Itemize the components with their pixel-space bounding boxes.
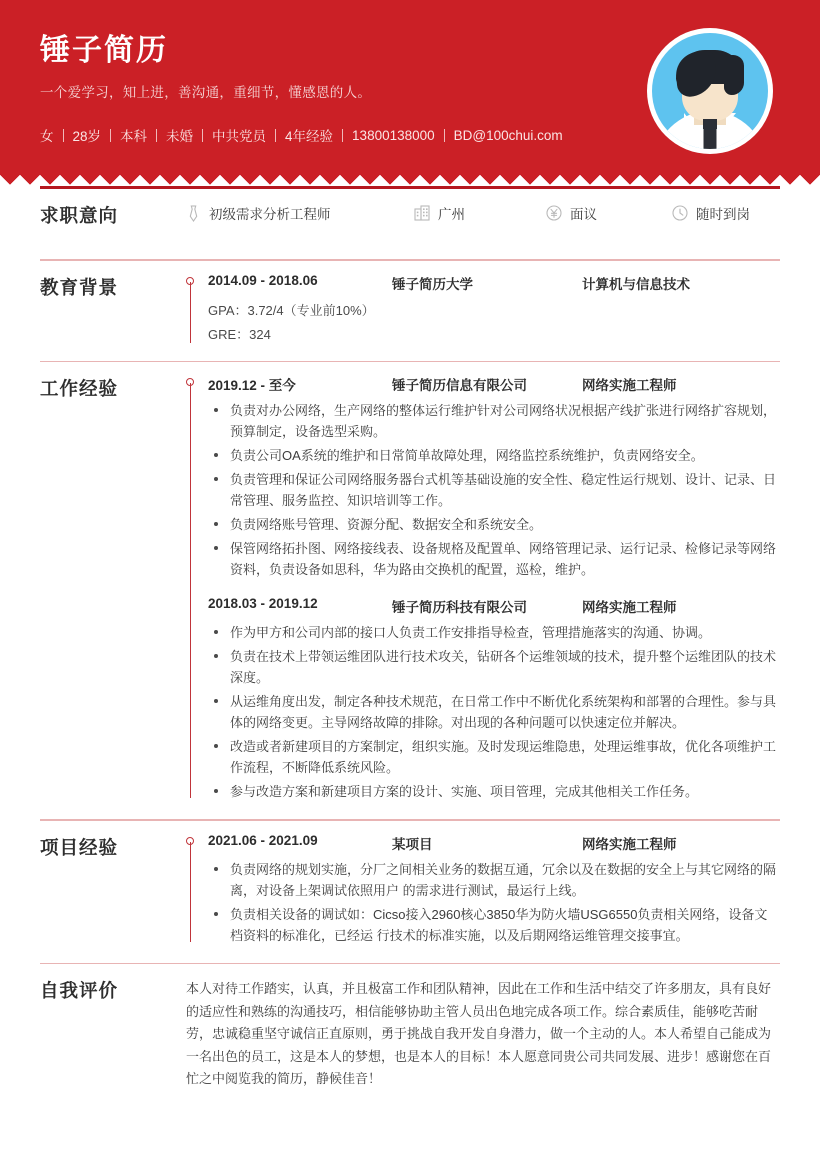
clock-icon bbox=[672, 205, 688, 221]
work-entry-list bbox=[208, 374, 780, 802]
section-label-education: 教育背景 bbox=[40, 276, 119, 298]
intent-city bbox=[414, 203, 546, 223]
resume-header bbox=[0, 0, 820, 186]
meta-separator bbox=[444, 129, 445, 142]
entry-date: 2014.09 - 2018.06 bbox=[208, 272, 318, 288]
education-entry bbox=[208, 273, 780, 347]
experience-entry bbox=[208, 596, 780, 802]
entry-bullet: 改造或者新建项目的方案制定，组织实施。及时发现运维隐患，处理运维事故，优化各项维护工作流程，不断降低系统风险。 bbox=[212, 736, 780, 778]
entry-bullet: 负责对办公网络，生产网络的整体运行维护针对公司网络状况根据产线扩张进行网络扩容规划，预算制定，设备选型采购。 bbox=[212, 400, 780, 442]
intent-city-value: 广州 bbox=[438, 207, 465, 222]
timeline-line bbox=[190, 282, 191, 343]
intent-row bbox=[186, 189, 780, 245]
intent-position-value: 初级需求分析工程师 bbox=[209, 207, 331, 222]
entry-bullet: 从运维角度出发，制定各种技术规范，在日常工作中不断优化系统架构和部署的合理性。参与具体的网络变更。主导网络故障的排除。对出现的各种问题可以快速定位并解决。 bbox=[212, 691, 780, 733]
entry-bullet: 负责在技术上带领运维团队进行技术攻关，钻研各个运维领域的技术，提升整个运维团队的技术深度。 bbox=[212, 646, 780, 688]
intent-availability bbox=[672, 203, 750, 223]
meta-separator bbox=[202, 129, 203, 142]
avatar-illustration bbox=[652, 33, 768, 149]
education-timeline bbox=[186, 273, 780, 347]
work-timeline bbox=[186, 374, 780, 802]
entry-organization: 锤子简历科技有限公司 bbox=[392, 600, 527, 615]
header-meta-item: 28岁 bbox=[72, 129, 102, 144]
section-self-evaluation bbox=[40, 964, 780, 1123]
header-meta-item: 13800138000 bbox=[352, 127, 435, 143]
entry-header bbox=[208, 596, 780, 616]
project-timeline bbox=[186, 833, 780, 946]
header-meta-item: 女 bbox=[40, 129, 54, 144]
section-label-evaluation: 自我评价 bbox=[40, 980, 119, 1001]
education-detail-gre: GRE：324 bbox=[208, 326, 271, 342]
tie-icon bbox=[186, 205, 201, 222]
meta-separator bbox=[275, 129, 276, 142]
section-job-intent bbox=[40, 189, 780, 259]
entry-bullet: 参与改造方案和新建项目方案的设计、实施、项目管理，完成其他相关工作任务。 bbox=[212, 781, 780, 802]
entry-bullet: 作为甲方和公司内部的接口人负责工作安排指导检查，管理措施落实的沟通、协调。 bbox=[212, 622, 780, 643]
entry-header bbox=[208, 374, 780, 394]
section-education bbox=[40, 261, 780, 361]
header-meta-item: 中共党员 bbox=[212, 129, 267, 144]
experience-entry bbox=[208, 374, 780, 580]
education-detail-gpa: GPA：3.72/4（专业前10%） bbox=[208, 302, 375, 318]
meta-separator bbox=[342, 129, 343, 142]
avatar-hair-side bbox=[724, 55, 744, 95]
resume-body bbox=[0, 186, 820, 1123]
entry-bullet: 负责公司OA系统的维护和日常简单故障处理，网络监控系统维护，负责网络安全。 bbox=[212, 445, 780, 466]
section-project-experience bbox=[40, 821, 780, 963]
avatar-tie bbox=[704, 128, 717, 149]
experience-entry bbox=[208, 833, 780, 946]
entry-date: 2019.12 - 至今 bbox=[208, 378, 296, 393]
entry-bullet: 负责相关设备的调试如：Cicso接入2960核心3850华为防火墙USG6550负责相关网络，设备文档资料的标准化，已经运 行技术的标准实施，以及后期网络运维管理交接事宜。 bbox=[212, 904, 780, 946]
header-meta-item: 未婚 bbox=[166, 129, 194, 144]
entry-bullet-list bbox=[212, 400, 780, 580]
entry-header bbox=[208, 273, 780, 293]
entry-organization: 锤子简历大学 bbox=[392, 276, 473, 292]
intent-salary bbox=[546, 203, 672, 223]
meta-separator bbox=[110, 129, 111, 142]
entry-role: 网络实施工程师 bbox=[582, 600, 677, 615]
timeline-line bbox=[190, 842, 191, 942]
entry-bullet: 负责管理和保证公司网络服务器台式机等基础设施的安全性、稳定性运行规划、设计、记录、日常管理、服务监控、知识培训等工作。 bbox=[212, 469, 780, 511]
entry-date: 2018.03 - 2019.12 bbox=[208, 596, 318, 611]
entry-role: 网络实施工程师 bbox=[582, 378, 677, 393]
entry-role: 计算机与信息技术 bbox=[582, 276, 690, 292]
meta-separator bbox=[63, 129, 64, 142]
entry-bullet: 负责网络的规划实施，分厂之间相关业务的数据互通，冗余以及在数据的安全上与其它网络的隔离，对设备上架调试依照用户 的需求进行测试，最运行上线。 bbox=[212, 859, 780, 901]
intent-salary-value: 面议 bbox=[570, 207, 597, 222]
entry-bullet: 负责网络账号管理、资源分配、数据安全和系统安全。 bbox=[212, 514, 780, 535]
avatar bbox=[647, 28, 773, 154]
evaluation-text: 本人对待工作踏实，认真，并且极富工作和团队精神，因此在工作和生活中结交了许多朋友，具有良好的适应性和熟练的沟通技巧，相信能够协助主管人员出色地完成各项工作。综合素质佳，能够吃苦耐劳，忠诚稳重坚守诚信正直原则，勇于挑战自我开发自身潜力，做一个主动的人。本人希望自己能成为一名出色的员工，这是本人的梦想，也是本人的目标！本人愿意同贵公司共同发展、进步！感谢您在百忙之中阅览我的简历，静候佳音！ bbox=[186, 981, 772, 1086]
project-entry-list bbox=[208, 833, 780, 946]
section-label-intent: 求职意向 bbox=[40, 205, 119, 226]
page-title: 锤子简历 bbox=[40, 34, 168, 67]
yen-icon bbox=[546, 205, 562, 221]
entry-bullet: 保管网络拓扑图、网络接线表、设备规格及配置单、网络管理记录、运行记录、检修记录等网络资料，负责设备如思科，华为路由交换机的配置，巡检，维护。 bbox=[212, 538, 780, 580]
entry-date: 2021.06 - 2021.09 bbox=[208, 832, 318, 848]
entry-organization: 锤子简历信息有限公司 bbox=[392, 378, 527, 393]
entry-role: 网络实施工程师 bbox=[582, 836, 677, 852]
building-icon bbox=[414, 205, 430, 221]
header-meta-item: BD@100chui.com bbox=[453, 127, 563, 143]
entry-bullet-list bbox=[212, 622, 780, 802]
zigzag-divider bbox=[0, 173, 820, 186]
section-label-work: 工作经验 bbox=[40, 378, 119, 399]
entry-header bbox=[208, 833, 780, 853]
intent-position bbox=[186, 203, 414, 223]
section-work-experience bbox=[40, 362, 780, 819]
header-meta-item: 本科 bbox=[120, 129, 148, 144]
entry-bullet-list bbox=[212, 859, 780, 946]
meta-separator bbox=[156, 129, 157, 142]
intent-availability-value: 随时到岗 bbox=[696, 207, 750, 222]
entry-organization: 某项目 bbox=[392, 836, 433, 852]
header-tagline: 一个爱学习，知上进，善沟通，重细节，懂感恩的人。 bbox=[40, 85, 372, 100]
section-label-project: 项目经验 bbox=[40, 836, 119, 858]
header-meta-item: 4年经验 bbox=[285, 129, 334, 144]
timeline-line bbox=[190, 383, 191, 798]
